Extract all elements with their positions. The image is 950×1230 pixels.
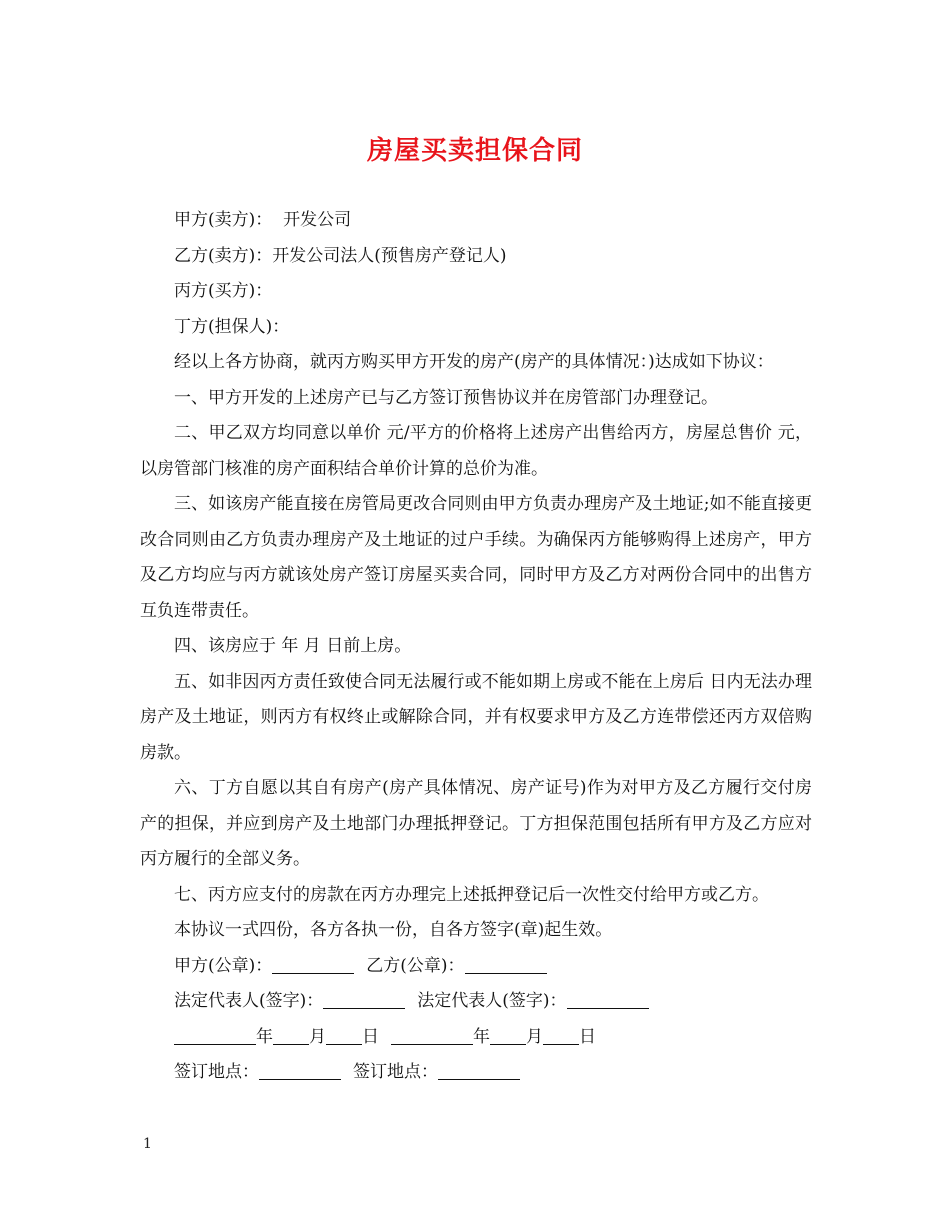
clause-4: 四、该房应于 年 月 日前上房。 [174, 636, 412, 656]
month-a-label: 月 [309, 1026, 326, 1047]
seal-a-blank [272, 953, 354, 974]
month-b-label: 月 [526, 1026, 543, 1047]
party-c: 丙方(买方)： [174, 281, 273, 301]
day-a-blank [326, 1024, 362, 1045]
clause-6: 六、丁方自愿以其自有房产(房产具体情况、房产证号)作为对甲方及乙方履行交付房产的担保，并应到房产及土地部门办理抵押登记。丁方担保范围包括所有甲方及乙方应对丙方履行的全部义务。 [140, 778, 812, 869]
year-a-label: 年 [256, 1026, 273, 1047]
seal-b-blank [465, 953, 547, 974]
place-b-blank [438, 1059, 520, 1080]
intro-paragraph: 经以上各方协商，就丙方购买甲方开发的房产(房产的具体情况：)达成如下协议： [174, 352, 774, 372]
clause-2: 二、甲乙双方均同意以单价 元/平方的价格将上述房产出售给丙方，房屋总售价 元，以房管部门核准的房产面积结合单价计算的总价为准。 [140, 423, 812, 479]
date-line [140, 1020, 812, 1056]
day-b-blank [543, 1024, 579, 1045]
clause-5: 五、如非因丙方责任致使合同无法履行或不能如期上房或不能在上房后 日内无法办理房产及土地证，则丙方有权终止或解除合同，并有权要求甲方及乙方连带偿还丙方双倍购房款。 [140, 671, 812, 763]
document-title: 房屋买卖担保合同 [366, 136, 583, 166]
party-a: 甲方(卖方)： 开发公司 [174, 210, 352, 230]
place-b-label: 签订地点： [353, 1062, 438, 1082]
day-b-label: 日 [579, 1026, 596, 1047]
representative-line [140, 984, 812, 1020]
year-a-blank [174, 1024, 256, 1045]
seal-a-label: 甲方(公章)： [174, 955, 273, 976]
page-number: 1 [143, 1136, 152, 1152]
rep-a-label: 法定代表人(签字)： [174, 991, 324, 1011]
year-b-label: 年 [473, 1026, 490, 1047]
seal-b-label: 乙方(公章)： [366, 955, 465, 976]
day-a-label: 日 [362, 1026, 379, 1047]
place-a-label: 签订地点： [174, 1062, 259, 1082]
clause-7: 七、丙方应支付的房款在丙方办理完上述抵押登记后一次性交付给甲方或乙方。 [174, 884, 769, 905]
month-b-blank [490, 1024, 526, 1045]
place-line [140, 1055, 812, 1091]
place-a-blank [259, 1059, 341, 1080]
document-body [140, 203, 812, 1091]
clause-1: 一、甲方开发的上述房产已与乙方签订预售协议并在房管部门办理登记。 [174, 387, 718, 408]
seal-line [140, 949, 812, 985]
year-b-blank [391, 1024, 473, 1045]
month-a-blank [273, 1024, 309, 1045]
rep-b-blank [567, 988, 649, 1009]
clause-3: 三、如该房产能直接在房管局更改合同则由甲方负责办理房产及土地证;如不能直接更改合同则由乙方负责办理房产及土地证的过户手续。为确保丙方能够购得上述房产，甲方及乙方均应与丙方就该处房产签订房屋买卖合同，同时甲方及乙方对两份合同中的出售方互负连带责任。 [140, 494, 812, 621]
party-d: 丁方(担保人)： [174, 316, 290, 337]
rep-b-label: 法定代表人(签字)： [417, 991, 567, 1011]
effective-clause: 本协议一式四份，各方各执一份，自各方签字(章)起生效。 [174, 920, 613, 940]
party-b: 乙方(卖方)：开发公司法人(预售房产登记人) [174, 245, 507, 266]
rep-a-blank [323, 988, 405, 1009]
